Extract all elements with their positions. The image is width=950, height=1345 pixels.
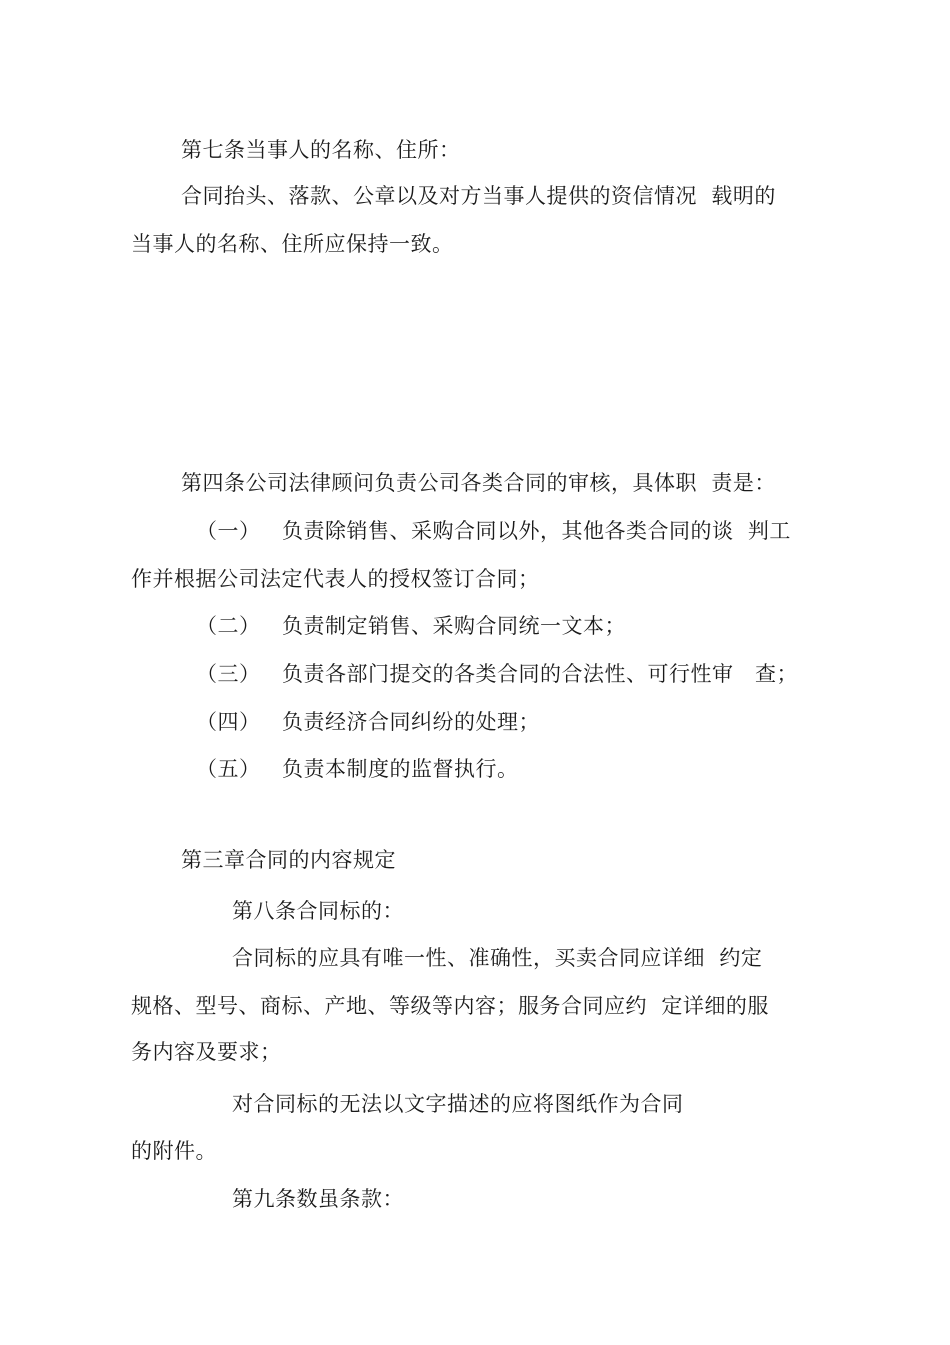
article-8-drawing-line-2: 的附件。 xyxy=(131,1139,217,1163)
duty-4: （四） 负责经济合同纠纷的处理； xyxy=(196,710,541,734)
article-7-body-line-1: 合同抬头、落款、公章以及对方当事人提供的资信情况 载明的 xyxy=(181,184,776,208)
duty-1-line-1: （一） 负责除销售、采购合同以外，其他各类合同的谈 判工 xyxy=(196,519,791,543)
duty-3: （三） 负责各部门提交的各类合同的合法性、可行性审 查； xyxy=(196,662,799,686)
article-9-heading: 第九条数虽条款： xyxy=(232,1187,404,1211)
article-8-body-line-3: 务内容及要求； xyxy=(131,1040,282,1064)
chapter-3-heading: 第三章合同的内容规定 xyxy=(181,848,396,872)
duty-2: （二） 负责制定销售、采购合同统一文本； xyxy=(196,614,627,638)
article-8-body-line-2: 规格、型号、商标、产地、等级等内容；服务合同应约 定详细的服 xyxy=(131,994,769,1018)
article-8-drawing-line-1: 对合同标的无法以文字描述的应将图纸作为合同 xyxy=(232,1092,684,1116)
article-7-body-line-2: 当事人的名称、住所应保持一致。 xyxy=(131,232,454,256)
article-7-heading: 第七条当事人的名称、住所： xyxy=(181,138,461,162)
duty-1-line-2: 作并根据公司法定代表人的授权签订合同； xyxy=(131,567,540,591)
article-8-body-line-1: 合同标的应具有唯一性、准确性，买卖合同应详细 约定 xyxy=(232,946,763,970)
duty-5: （五） 负责本制度的监督执行。 xyxy=(196,757,519,781)
article-8-heading: 第八条合同标的： xyxy=(232,899,404,923)
article-4-heading: 第四条公司法律顾问负责公司各类合同的审核，具体职 责是： xyxy=(181,471,776,495)
